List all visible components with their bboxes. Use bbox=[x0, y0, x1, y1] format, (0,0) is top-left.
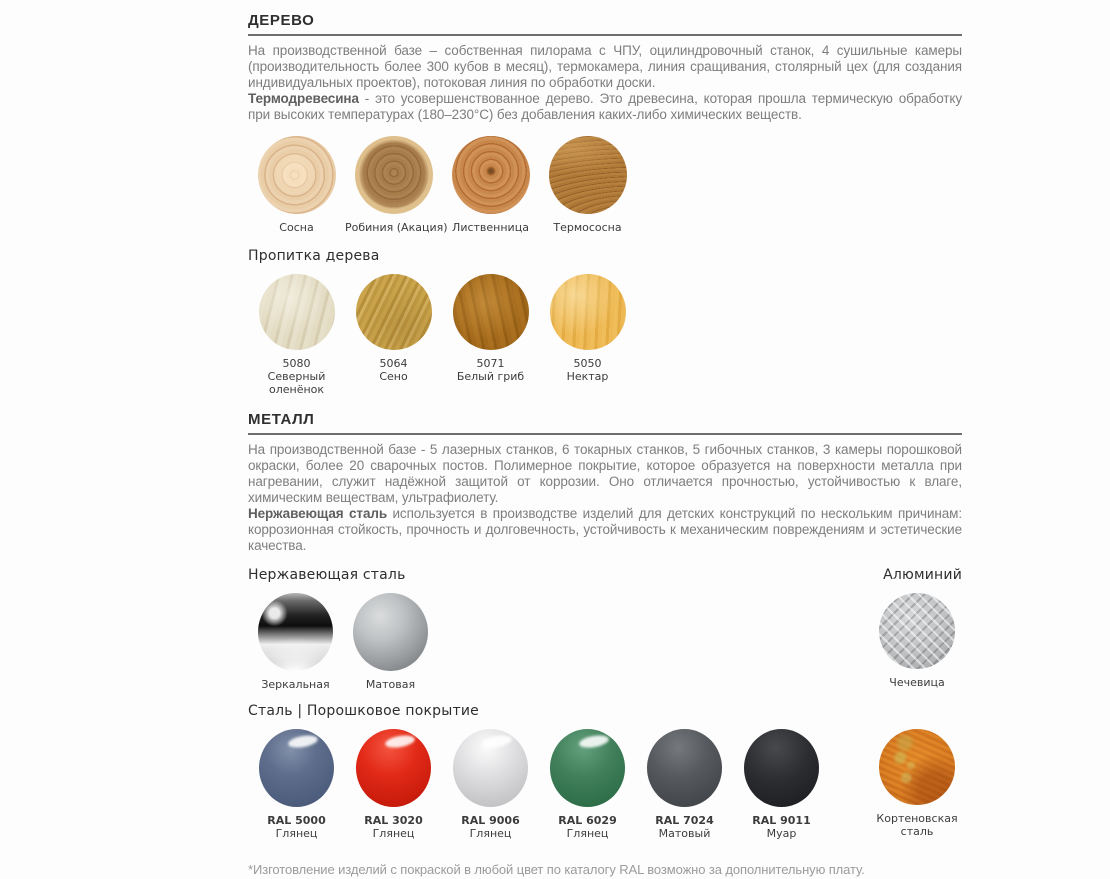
pine-slice-swatch bbox=[258, 136, 336, 214]
ral-6029-ball bbox=[550, 729, 625, 807]
stainless-mirror-cell bbox=[248, 593, 343, 691]
page-content bbox=[248, 0, 962, 877]
swatch-label: Зеркальная bbox=[261, 678, 330, 691]
stainless-aluminium-row bbox=[248, 593, 962, 691]
swatch-finish: Матовый bbox=[658, 827, 711, 840]
ral-9006-ball bbox=[453, 729, 528, 807]
wood-species-robinia bbox=[345, 136, 448, 234]
mirror-steel-ball bbox=[258, 593, 333, 671]
swatch-label: Чечевица bbox=[889, 676, 945, 689]
metal-production-paragraph bbox=[248, 442, 962, 506]
stainless-term: Нержавеющая сталь bbox=[248, 506, 388, 521]
powder-swatch-ral5000 bbox=[248, 729, 345, 840]
powder-swatch-ral9011 bbox=[733, 729, 830, 840]
color-swatch-5080 bbox=[259, 274, 335, 350]
aluminium-title: Алюминий bbox=[883, 567, 962, 583]
wood-production-text: На производственной базе – собственная пилорама с ЧПУ, оцилиндровочный станок, 4 сушильные камеры (производительность более 300 кубов в месяц), термокамера, линия сращивания, столярный цех (для создания индивидуальных проектов), потоковая линия по обработки доски. bbox=[248, 43, 962, 90]
wood-species-thermopine bbox=[539, 136, 636, 234]
swatch-finish: Глянец bbox=[469, 827, 512, 840]
swatch-code: 5064 bbox=[379, 357, 408, 370]
swatch-code: 5050 bbox=[573, 357, 602, 370]
swatch-name: Белый гриб bbox=[456, 370, 525, 383]
wood-section-divider bbox=[248, 34, 962, 36]
swatch-label: Робиния (Акация) bbox=[345, 221, 448, 234]
metal-production-text: На производственной базе - 5 лазерных станков, 6 токарных станков, 5 гибочных станков, 3 камеры порошковой окраски, более 20 сварочных постов. Полимерное покрытие, которое образуется на поверхности металла при нагревании, служит надёжной защитой от коррозии. Оно отличается прочностью, устойчивостью к влаге, химическим веществам, ультрафиолету. bbox=[248, 442, 962, 505]
wood-species-larch bbox=[442, 136, 539, 234]
ral-footnote: *Изготовление изделий с покраской в любой цвет по каталогу RAL возможно за дополнительную плату. bbox=[248, 862, 865, 877]
swatch-code: RAL 9011 bbox=[752, 814, 811, 827]
metal-section-divider bbox=[248, 433, 962, 435]
swatch-finish: Глянец bbox=[275, 827, 318, 840]
wood-species-row bbox=[248, 136, 962, 234]
swatch-label: Термососна bbox=[553, 221, 622, 234]
lentil-plate-swatch bbox=[879, 593, 955, 669]
powder-swatch-ral6029 bbox=[539, 729, 636, 840]
matte-steel-ball bbox=[353, 593, 428, 671]
impregnation-swatch-5071 bbox=[442, 274, 539, 396]
impregnation-swatch-5064 bbox=[345, 274, 442, 396]
stainless-steel-title: Нержавеющая сталь bbox=[248, 567, 406, 583]
swatch-name: Кортеновская bbox=[876, 812, 958, 825]
robinia-slice-swatch bbox=[355, 136, 433, 214]
swatch-code: RAL 5000 bbox=[267, 814, 326, 827]
swatch-code: 5071 bbox=[476, 357, 505, 370]
thermowood-paragraph bbox=[248, 91, 962, 123]
thermopine-swatch bbox=[549, 136, 627, 214]
powder-coating-title: Сталь | Порошковое покрытие bbox=[248, 703, 479, 719]
swatch-code: 5080 bbox=[282, 357, 311, 370]
powder-swatch-corten bbox=[872, 729, 962, 840]
swatch-finish: Муар bbox=[766, 827, 797, 840]
wood-species-pine bbox=[248, 136, 345, 234]
impregnation-swatch-5080 bbox=[248, 274, 345, 396]
thermowood-text: - это усовершенствованное дерево. Это древесина, которая прошла термическую обработку при высоких температурах (180–230°С) без добавления каких-либо химических веществ. bbox=[248, 91, 962, 122]
impregnation-swatch-5050 bbox=[539, 274, 636, 396]
color-swatch-5050 bbox=[550, 274, 626, 350]
ral-3020-ball bbox=[356, 729, 431, 807]
swatch-name: Северный оленёнок bbox=[267, 370, 326, 396]
swatch-name: Сено bbox=[379, 370, 408, 383]
swatch-code: RAL 9006 bbox=[461, 814, 520, 827]
impregnation-title: Пропитка дерева bbox=[248, 248, 380, 264]
ral-9011-ball bbox=[744, 729, 819, 807]
swatch-name: сталь bbox=[900, 825, 934, 838]
powder-swatch-ral7024 bbox=[636, 729, 733, 840]
color-swatch-5064 bbox=[356, 274, 432, 350]
stainless-paragraph bbox=[248, 506, 962, 554]
swatch-code: RAL 3020 bbox=[364, 814, 423, 827]
stainless-text: используется в производстве изделий для детских конструкций по нескольким причинам: коррозионная стойкость, прочность и долговечность, устойчивость к механическим повреждениям и эстетические качества. bbox=[248, 506, 962, 553]
thermowood-term: Термодревесина bbox=[248, 91, 359, 106]
larch-slice-swatch bbox=[452, 136, 530, 214]
wood-section-title: ДЕРЕВО bbox=[248, 12, 315, 29]
swatch-code: RAL 6029 bbox=[558, 814, 617, 827]
swatch-label: Матовая bbox=[365, 678, 416, 691]
powder-swatch-ral3020 bbox=[345, 729, 442, 840]
swatch-name: Нектар bbox=[566, 370, 609, 383]
swatch-finish: Глянец bbox=[372, 827, 415, 840]
ral-5000-ball bbox=[259, 729, 334, 807]
powder-coating-row bbox=[248, 729, 962, 840]
impregnation-row bbox=[248, 274, 962, 396]
metal-section-title: МЕТАЛЛ bbox=[248, 411, 315, 428]
powder-swatch-ral9006 bbox=[442, 729, 539, 840]
ral-7024-ball bbox=[647, 729, 722, 807]
metal-subtitles-row bbox=[248, 567, 962, 584]
corten-steel-swatch bbox=[879, 729, 955, 805]
color-swatch-5071 bbox=[453, 274, 529, 350]
stainless-matte-cell bbox=[343, 593, 438, 691]
wood-production-paragraph bbox=[248, 43, 962, 91]
swatch-code: RAL 7024 bbox=[655, 814, 714, 827]
swatch-finish: Глянец bbox=[566, 827, 609, 840]
aluminium-lentil-cell bbox=[872, 593, 962, 691]
swatch-label: Сосна bbox=[279, 221, 314, 234]
swatch-label: Лиственница bbox=[452, 221, 529, 234]
